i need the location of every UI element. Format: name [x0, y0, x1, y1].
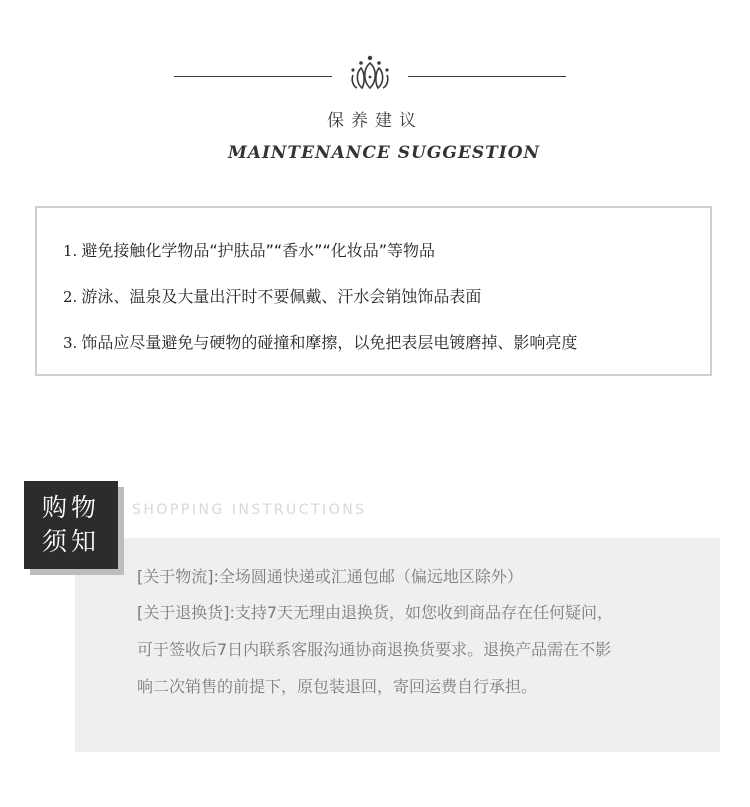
item-text: 饰品应尽量避免与硬物的碰撞和摩擦，以免把表层电镀磨掉、影响亮度: [81, 333, 578, 352]
item-text: 游泳、温泉及大量出汗时不要佩戴、汗水会销蚀饰品表面: [81, 287, 482, 306]
header-divider-left: [174, 76, 332, 77]
item-number: 3.: [63, 334, 78, 352]
maintenance-title-en: MAINTENANCE SUGGESTION: [227, 143, 541, 163]
shopping-line-returns-end: 响二次销售的前提下，原包装退回，寄回运费自行承担。: [137, 677, 538, 696]
badge-line-1: 购物: [41, 493, 100, 522]
maintenance-box: [35, 206, 712, 376]
shopping-title-en: SHOPPING INSTRUCTIONS: [132, 502, 367, 518]
item-number: 1.: [63, 242, 78, 260]
item-number: 2.: [63, 288, 78, 306]
crown-lotus-ornament-icon: [348, 55, 392, 91]
badge-line-2: 须知: [41, 527, 100, 556]
shopping-badge: [24, 481, 118, 569]
maintenance-item-1: [63, 238, 435, 261]
item-text: 避免接触化学物品“护肤品”“香水”“化妆品”等物品: [81, 241, 436, 260]
shopping-line-returns: [关于退换货]:支持7天无理由退换货，如您收到商品存在任何疑问，: [137, 603, 614, 622]
maintenance-item-3: [63, 330, 577, 353]
maintenance-title-cn: 保养建议: [327, 111, 423, 131]
maintenance-item-2: [63, 284, 481, 307]
shopping-line-logistics: [关于物流]:全场圆通快递或汇通包邮（偏远地区除外）: [137, 567, 523, 586]
shopping-line-returns-cont: 可于签收后7日内联系客服沟通协商退换货要求。退换产品需在不影: [137, 640, 612, 659]
header-divider-right: [408, 76, 566, 77]
